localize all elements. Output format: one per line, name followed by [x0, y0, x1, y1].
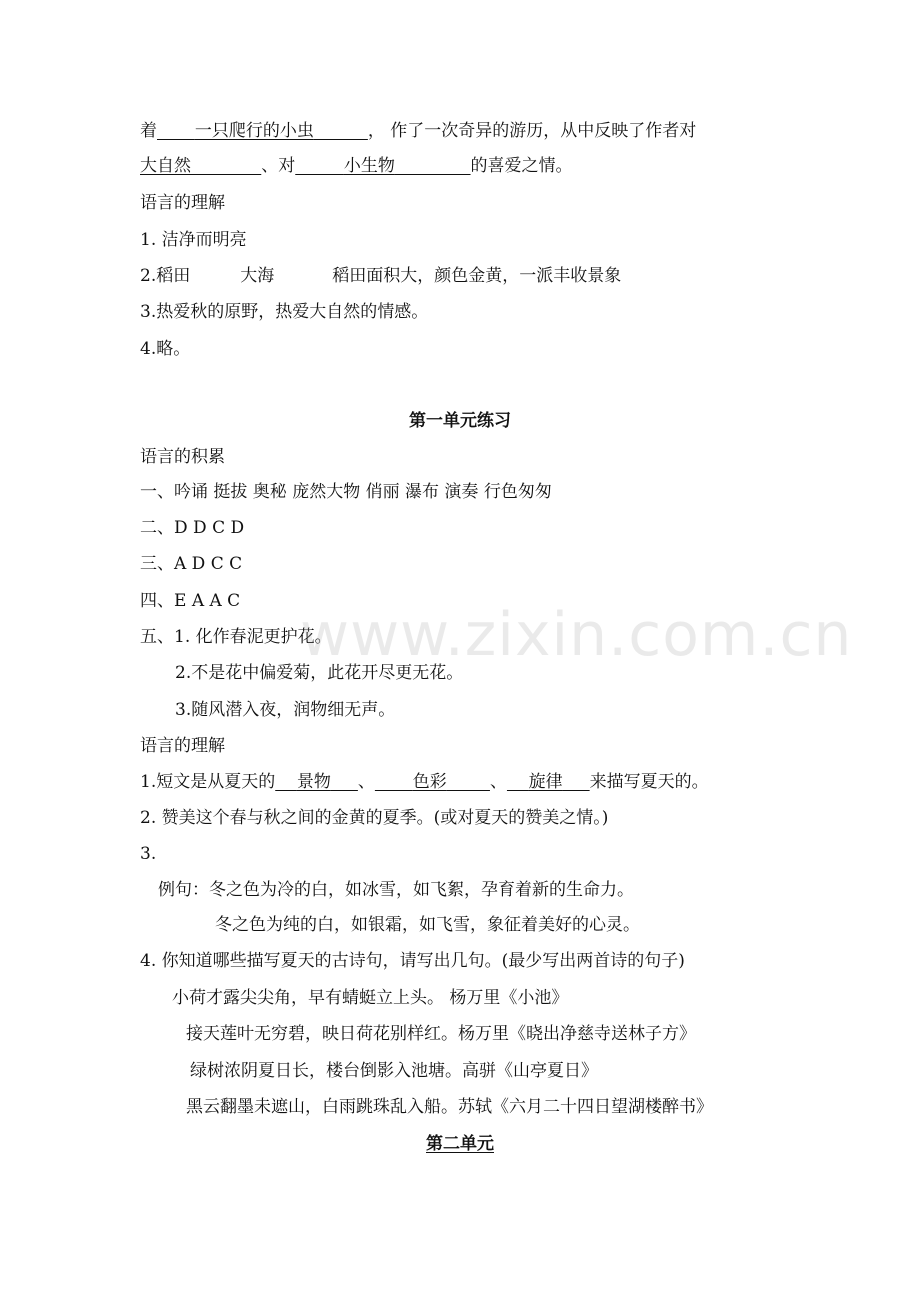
answer-q5-1: 五、1. 化作春泥更护花。 [140, 627, 332, 647]
answer-q5-2: 2.不是花中偏爱菊，此花开尽更无花。 [175, 663, 464, 683]
answer-item-3: 3.热爱秋的原野，热爱大自然的情感。 [140, 302, 429, 322]
section-heading: 语言的理解 [140, 193, 225, 213]
answer-q5-3: 3.随风潜入夜，润物细无声。 [175, 700, 396, 720]
blank-answer: 旋律 [528, 772, 563, 792]
answer-u2: 2. 赞美这个春与秋之间的金黄的夏季。(或对夏天的赞美之情。) [140, 808, 609, 828]
poem-line-1: 小荷才露尖尖角，早有蜻蜓立上头。 杨万里《小池》 [172, 988, 569, 1008]
answer-line-2 [140, 155, 573, 177]
answer-item-2: 2.稻田 大海 稻田面积大，颜色金黄，一派丰收景象 [140, 266, 622, 286]
answer-line-1 [140, 120, 696, 142]
unit1-title: 第一单元练习 [409, 411, 511, 431]
section-heading: 语言的积累 [140, 447, 225, 467]
answer-item-4: 4.略。 [140, 339, 191, 359]
answer-u3-example-2: 冬之色为纯的白，如银霜，如飞雪，象征着美好的心灵。 [215, 915, 640, 935]
blank-answer: 景物 [296, 772, 331, 792]
watermark: www.zixin.com.cn [300, 600, 853, 670]
text-suffix: 的喜爱之情。 [470, 156, 573, 176]
poem-line-4: 黑云翻墨未遮山，白雨跳珠乱入船。苏轼《六月二十四日望湖楼醉书》 [186, 1097, 713, 1117]
blank-answer: 一只爬行的小虫 [194, 121, 314, 141]
text-prefix: 着 [140, 121, 157, 141]
answer-u1: 1.短文是从夏天的 景物 、 色彩 、 旋律 来描写夏天的。 [140, 772, 709, 792]
text-mid: ， 作了一次奇异的游历，从中反映了作者对 [367, 121, 697, 141]
unit2-title: 第二单元 [426, 1134, 494, 1154]
section-heading: 语言的理解 [140, 736, 225, 756]
text-sep: 、对 [261, 156, 296, 176]
answer-q1: 一、吟诵 挺拔 奥秘 庞然大物 俏丽 瀑布 演奏 行色匆匆 [140, 482, 552, 502]
poem-line-3: 绿树浓阴夏日长，楼台倒影入池塘。高骈《山亭夏日》 [190, 1061, 598, 1081]
answer-q2: 二、D D C D [140, 518, 245, 538]
answer-u3-example-1: 例句：冬之色为冷的白，如冰雪，如飞絮，孕育着新的生命力。 [158, 880, 634, 900]
answer-u4: 4. 你知道哪些描写夏天的古诗句，请写出几句。(最少写出两首诗的句子) [140, 951, 685, 971]
blank-answer: 小生物 [343, 156, 395, 176]
answer-q3: 三、A D C C [140, 554, 243, 574]
poem-line-2: 接天莲叶无穷碧，映日荷花别样红。杨万里《晓出净慈寺送林子方》 [186, 1024, 696, 1044]
answer-u3: 3. [140, 844, 157, 864]
answer-q4: 四、E A A C [140, 591, 241, 611]
answer-item-1: 1. 洁净而明亮 [140, 230, 247, 250]
blank-answer: 大自然 [140, 156, 191, 176]
blank-answer: 色彩 [412, 772, 447, 792]
